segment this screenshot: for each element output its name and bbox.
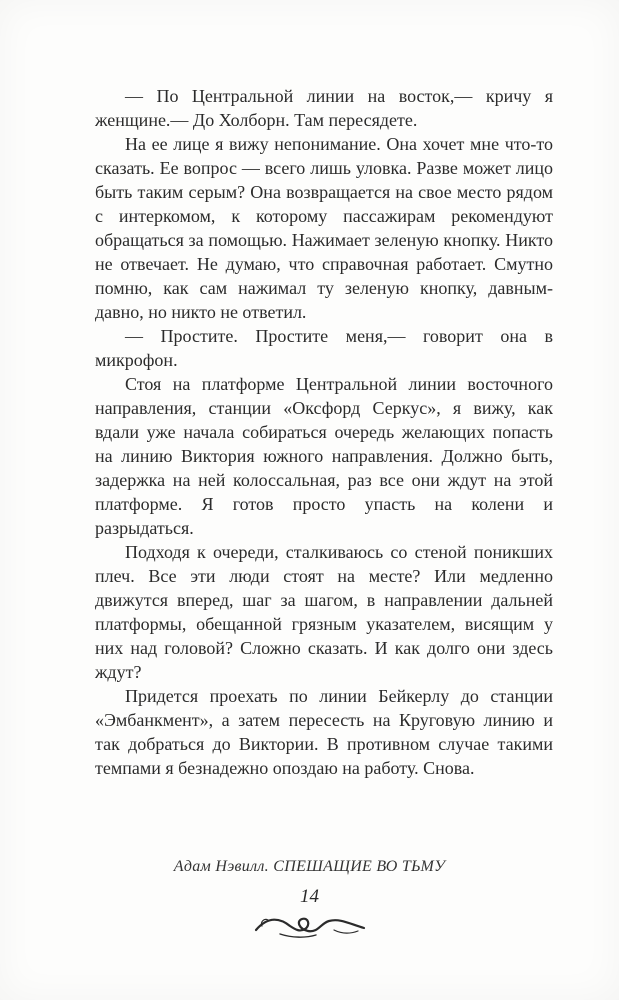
paragraph: — По Центральной линии на восток,— кричу я женщине.— До Холборн. Там пересядете. xyxy=(95,86,553,130)
paragraph: Стоя на платформе Центральной линии восточного направления, станции «Оксфорд Серкус», я вижу, как вдали уже начала собираться очередь желающих попасть на линию Виктория южного направления. Должно быть, задержка на ней колоссальная, раз все они ждут на этой платформе. Я готов просто упасть на колени и разрыдаться. xyxy=(95,374,553,538)
paragraph: — Простите. Простите меня,— говорит она в микрофон. xyxy=(95,326,553,370)
paragraph: Придется проехать по линии Бейкерлу до станции «Эмбанкмент», а затем пересесть на Круговую линию и так добраться до Виктории. В противном случае такими темпами я безнадежно опоздаю на работу. Снова. xyxy=(95,686,553,778)
page-number: 14 xyxy=(300,886,319,907)
body-text xyxy=(95,84,553,780)
flourish-ornament xyxy=(0,908,619,947)
paragraph: Подходя к очереди, сталкиваюсь со стеной поникших плеч. Все эти люди стоят на месте? Или медленно движутся вперед, шаг за шагом, в направлении дальней платформы, обещанной грязным указателем, висящим у них над головой? Сложно сказать. И как долго они здесь ждут? xyxy=(95,542,553,682)
book-footer-title: Адам Нэвилл. СПЕШАЩИЕ ВО ТЬМУ xyxy=(173,858,446,875)
paragraph: На ее лице я вижу непонимание. Она хочет мне что-то сказать. Ее вопрос — всего лишь уловка. Разве может лицо быть таким серым? Она возвращается на свое место рядом с интеркомом, к которому пассажирам рекомендуют обращаться за помощью. Нажимает зеленую кнопку. Никто не отвечает. Не думаю, что справочная работает. Смутно помню, как сам нажимал ту зеленую кнопку, давным-давно, но никто не ответил. xyxy=(95,134,553,322)
